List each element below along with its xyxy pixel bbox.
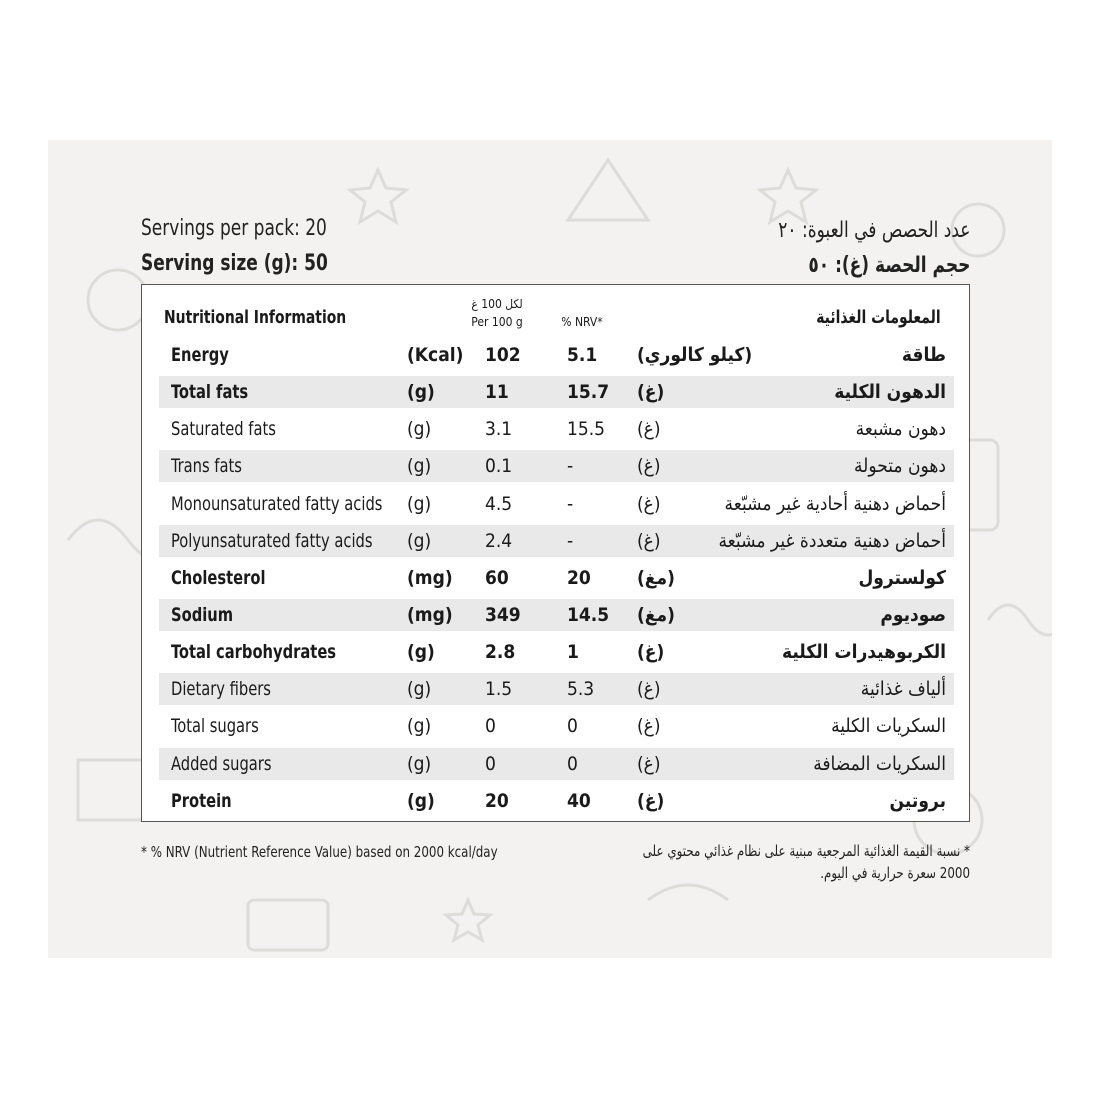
nrv-value: 0 (567, 752, 578, 775)
table-row (159, 673, 954, 705)
nrv-value: - (567, 455, 574, 478)
unit-ar: (كيلو كالوري) (637, 344, 753, 366)
serving-size-en: Serving size (g): 50 (141, 251, 328, 276)
nrv-value: 5.3 (567, 678, 595, 701)
unit-ar: (مغ) (637, 566, 675, 589)
nutrient-name-ar: السكريات المضافة (813, 752, 946, 775)
unit-en: (g) (407, 752, 432, 775)
nutrient-name-en: Dietary fibers (171, 678, 271, 701)
table-row (159, 562, 954, 594)
nrv-value: 1 (567, 641, 579, 664)
unit-ar: (غ) (637, 752, 661, 775)
nutrient-name-en: Protein (171, 789, 232, 812)
table-row (159, 450, 954, 482)
nutrition-table (141, 284, 970, 822)
unit-en: (g) (407, 492, 432, 515)
nrv-value: 14.5 (567, 603, 610, 626)
nutrient-name-ar: ألياف غذائية (860, 678, 946, 701)
table-row (159, 748, 954, 780)
per100-value: 1.5 (485, 678, 513, 701)
unit-en: (g) (407, 418, 432, 441)
table-row (159, 710, 954, 742)
nrv-value: 15.7 (567, 381, 610, 404)
table-row (159, 376, 954, 408)
nutrient-name-ar: صوديوم (880, 603, 946, 626)
per100-header-en: Per 100 g (471, 315, 523, 329)
nutrient-name-ar: أحماض دهنية متعددة غير مشبّعة (718, 529, 946, 552)
nutrient-name-ar: كولسترول (858, 566, 946, 589)
nutrient-name-en: Added sugars (171, 752, 272, 775)
per100-value: 0 (485, 752, 496, 775)
unit-en: (g) (407, 715, 432, 738)
unit-en: (g) (407, 789, 435, 812)
unit-ar: (غ) (637, 381, 665, 404)
nrv-value: 15.5 (567, 418, 606, 441)
nrv-header: % NRV* (561, 315, 603, 329)
unit-en: (Kcal) (407, 344, 464, 366)
nrv-value: 20 (567, 566, 591, 589)
nutrient-name-en: Energy (171, 344, 229, 366)
nutrient-name-ar: دهون متحولة (854, 455, 946, 478)
table-rows (159, 339, 954, 822)
per100-value: 4.5 (485, 492, 513, 515)
unit-ar: (غ) (637, 529, 661, 552)
per100-value: 0.1 (485, 455, 513, 478)
nrv-value: 5.1 (567, 344, 598, 366)
nutrient-name-en: Saturated fats (171, 418, 276, 441)
footnote-ar: * نسبة القيمة الغذائية المرجعية مبنية على نظام غذائي محتوي على 2000 سعرة حرارية في اليوم. (642, 842, 970, 882)
per100-value: 3.1 (485, 418, 513, 441)
table-row (159, 636, 954, 668)
nutrient-name-en: Total carbohydrates (171, 641, 337, 664)
table-title-en: Nutritional Information (164, 307, 347, 328)
per100-value: 102 (485, 344, 521, 366)
servings-per-pack-en: Servings per pack: 20 (141, 216, 327, 241)
unit-ar: (مغ) (637, 603, 675, 626)
per100-value: 11 (485, 381, 509, 404)
nutrient-name-ar: السكريات الكلية (831, 715, 946, 738)
nutrient-name-ar: الدهون الكلية (834, 381, 946, 404)
unit-ar: (غ) (637, 678, 661, 701)
table-row (159, 488, 954, 520)
unit-en: (g) (407, 529, 432, 552)
table-row (159, 785, 954, 817)
serving-size-ar: حجم الحصة (غ): ٥٠ (807, 253, 970, 278)
nutrient-name-en: Total fats (171, 381, 249, 404)
nutrient-name-ar: أحماض دهنية أحادية غير مشبّعة (724, 492, 946, 515)
unit-ar: (غ) (637, 418, 661, 441)
unit-ar: (غ) (637, 715, 661, 738)
footnote-en: * % NRV (Nutrient Reference Value) based on 2000 kcal/day (141, 843, 498, 861)
nutrient-name-en: Trans fats (171, 455, 242, 478)
nutrient-name-ar: طاقة (901, 344, 946, 366)
nutrient-name-ar: الكربوهيدرات الكلية (781, 641, 946, 664)
nutrient-name-en: Polyunsaturated fatty acids (171, 529, 373, 552)
unit-en: (mg) (407, 566, 453, 589)
unit-ar: (غ) (637, 455, 661, 478)
per100-header-ar: لكل 100 غ (471, 297, 523, 311)
unit-en: (g) (407, 678, 432, 701)
nutrient-name-en: Monounsaturated fatty acids (171, 492, 383, 515)
unit-en: (mg) (407, 603, 453, 626)
table-row (159, 413, 954, 445)
per100-value: 349 (485, 603, 521, 626)
per100-value: 0 (485, 715, 496, 738)
servings-per-pack-ar: عدد الحصص في العبوة: ٢٠ (777, 218, 970, 243)
unit-en: (g) (407, 641, 435, 664)
table-title-ar: المعلومات الغذائية (816, 307, 941, 328)
per100-value: 2.8 (485, 641, 516, 664)
unit-en: (g) (407, 381, 435, 404)
per100-value: 2.4 (485, 529, 513, 552)
unit-ar: (غ) (637, 492, 661, 515)
unit-ar: (غ) (637, 641, 665, 664)
nrv-value: 0 (567, 715, 578, 738)
table-row (159, 339, 954, 371)
table-row (159, 599, 954, 631)
nutrient-name-en: Cholesterol (171, 566, 266, 589)
unit-ar: (غ) (637, 789, 665, 812)
nrv-value: - (567, 492, 574, 515)
nrv-value: 40 (567, 789, 591, 812)
nutrient-name-en: Sodium (171, 603, 234, 626)
per100-value: 20 (485, 789, 509, 812)
nrv-value: - (567, 529, 574, 552)
nutrient-name-ar: بروتين (889, 789, 946, 812)
nutrient-name-en: Total sugars (171, 715, 259, 738)
per100-value: 60 (485, 566, 509, 589)
nutrient-name-ar: دهون مشبعة (855, 418, 946, 441)
unit-en: (g) (407, 455, 432, 478)
table-row (159, 525, 954, 557)
